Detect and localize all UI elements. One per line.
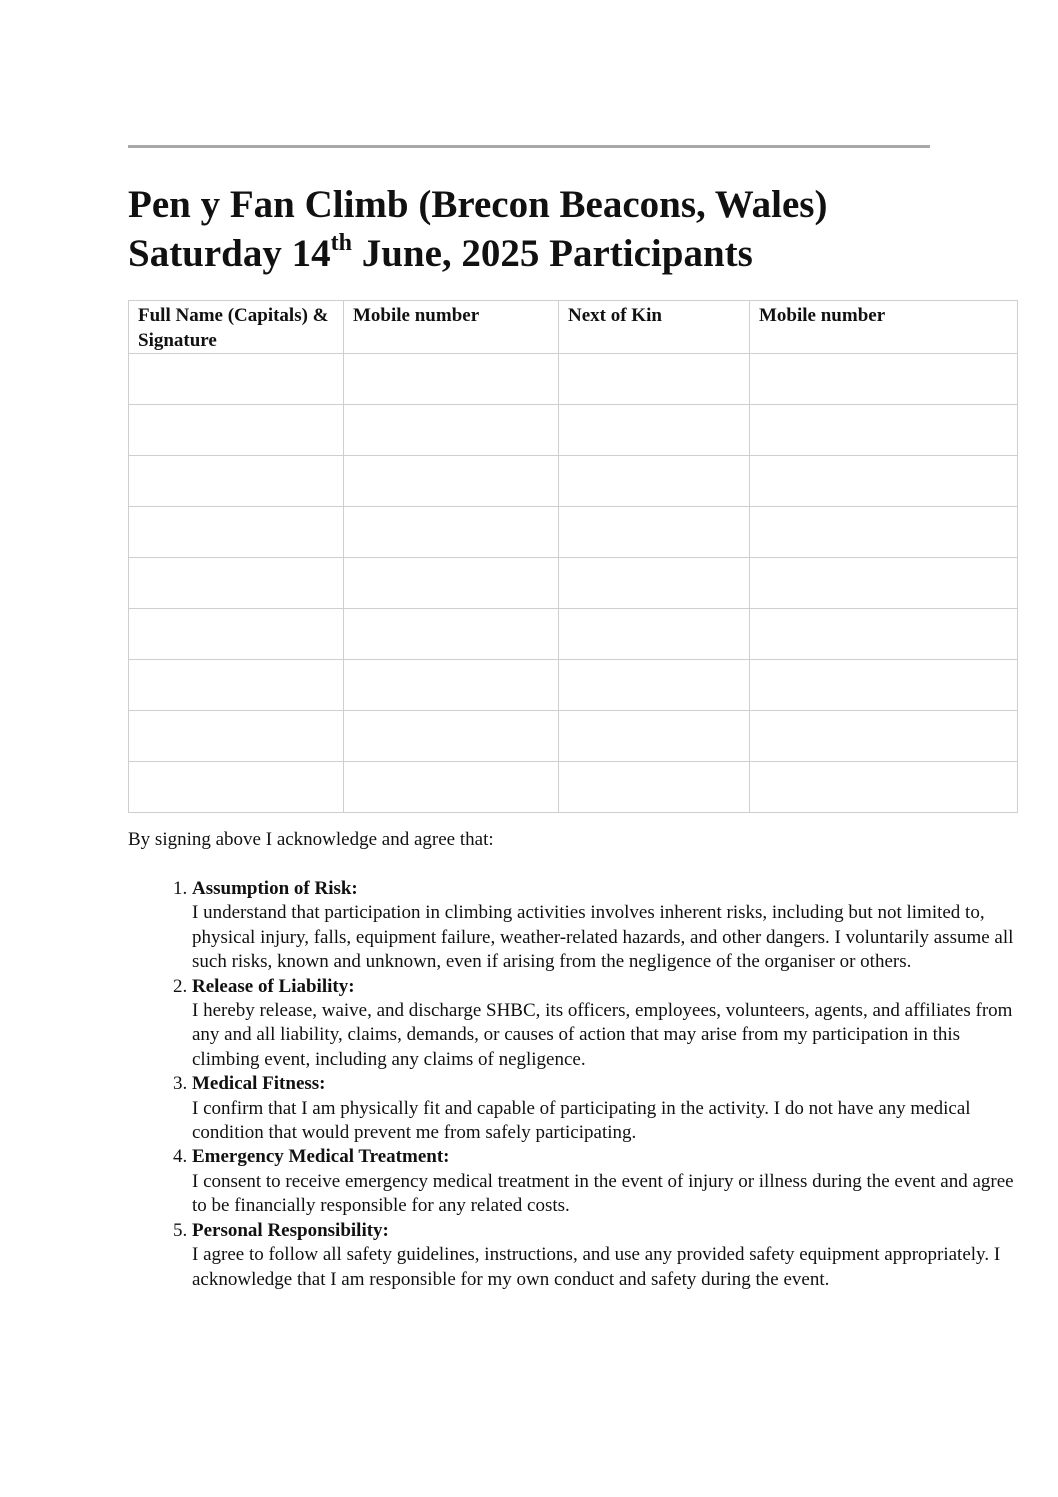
acknowledgement-intro: By signing above I acknowledge and agree that:	[128, 829, 494, 850]
table-cell[interactable]	[344, 354, 559, 405]
table-row	[129, 711, 1018, 762]
title-line-1: Pen y Fan Climb (Brecon Beacons, Wales)	[128, 183, 828, 226]
title-line-2-suffix: June, 2025 Participants	[351, 232, 753, 275]
table-cell[interactable]	[559, 762, 750, 813]
table-cell[interactable]	[750, 762, 1018, 813]
term-body: I hereby release, waive, and discharge SHBC, its officers, employees, volunteers, agents, and affiliates from any and all liability, claims, demands, or causes of action that may arise from my participation in this climbing event, including any claims of negligence.	[192, 1000, 1013, 1070]
header-full-name: Full Name (Capitals) & Signature	[129, 301, 344, 354]
term-heading: 5. Personal Responsibility:	[192, 1219, 389, 1241]
term-heading: 3. Medical Fitness:	[192, 1073, 326, 1095]
term-body: I agree to follow all safety guidelines, instructions, and use any provided safety equipment appropriately. I acknowledge that I am responsible for my own conduct and safety during the event.	[192, 1244, 1001, 1290]
page-title	[128, 180, 1008, 278]
table-cell[interactable]	[129, 609, 344, 660]
term-heading: 4. Emergency Medical Treatment:	[192, 1146, 450, 1168]
table-cell[interactable]	[559, 405, 750, 456]
table-row	[129, 660, 1018, 711]
table-cell[interactable]	[129, 405, 344, 456]
table-cell[interactable]	[129, 660, 344, 711]
table-cell[interactable]	[129, 354, 344, 405]
table-cell[interactable]	[344, 762, 559, 813]
table-cell[interactable]	[129, 507, 344, 558]
table-cell[interactable]	[750, 456, 1018, 507]
table-cell[interactable]	[344, 660, 559, 711]
table-cell[interactable]	[750, 558, 1018, 609]
header-mobile-number: Mobile number	[344, 301, 559, 354]
table-header-row	[129, 301, 1018, 354]
table-cell[interactable]	[750, 507, 1018, 558]
table-cell[interactable]	[559, 507, 750, 558]
terms-list	[128, 877, 1022, 1292]
term-item	[192, 1072, 1022, 1145]
term-item	[192, 1145, 1022, 1218]
table-cell[interactable]	[344, 558, 559, 609]
table-cell[interactable]	[559, 456, 750, 507]
term-heading: 2. Release of Liability:	[192, 975, 355, 997]
table-row	[129, 354, 1018, 405]
term-body: I understand that participation in climbing activities involves inherent risks, including but not limited to, physical injury, falls, equipment failure, weather-related hazards, and other dangers. I voluntarily assume all such risks, known and unknown, even if arising from the negligence of the organiser or others.	[192, 902, 1014, 973]
table-cell[interactable]	[344, 456, 559, 507]
table-cell[interactable]	[129, 456, 344, 507]
term-body: I confirm that I am physically fit and capable of participating in the activity. I do not have any medical condition that would prevent me from safely participating.	[192, 1097, 971, 1144]
title-line-2-prefix: Saturday 14	[128, 232, 331, 275]
header-next-of-kin: Next of Kin	[559, 301, 750, 354]
term-item	[192, 877, 1022, 975]
table-cell[interactable]	[750, 354, 1018, 405]
participants-table	[128, 300, 1018, 813]
table-cell[interactable]	[129, 711, 344, 762]
term-item	[192, 1219, 1022, 1292]
table-cell[interactable]	[750, 660, 1018, 711]
table-cell[interactable]	[750, 609, 1018, 660]
table-row	[129, 558, 1018, 609]
term-item	[192, 975, 1022, 1073]
header-rule	[128, 145, 930, 148]
term-heading: 1. Assumption of Risk:	[192, 878, 358, 899]
table-cell[interactable]	[344, 507, 559, 558]
table-cell[interactable]	[750, 405, 1018, 456]
header-kin-mobile-number: Mobile number	[750, 301, 1018, 354]
table-row	[129, 609, 1018, 660]
table-cell[interactable]	[559, 558, 750, 609]
term-body: I consent to receive emergency medical treatment in the event of injury or illness during the event and agree to be financially responsible for any related costs.	[192, 1170, 1014, 1217]
title-date-suffix: th	[330, 230, 352, 256]
table-row	[129, 405, 1018, 456]
table-cell[interactable]	[344, 405, 559, 456]
table-row	[129, 456, 1018, 507]
table-row	[129, 507, 1018, 558]
table-cell[interactable]	[344, 609, 559, 660]
table-cell[interactable]	[559, 711, 750, 762]
table-cell[interactable]	[559, 660, 750, 711]
table-cell[interactable]	[129, 762, 344, 813]
table-cell[interactable]	[559, 354, 750, 405]
table-cell[interactable]	[344, 711, 559, 762]
table-cell[interactable]	[750, 711, 1018, 762]
table-cell[interactable]	[559, 609, 750, 660]
table-row	[129, 762, 1018, 813]
table-cell[interactable]	[129, 558, 344, 609]
